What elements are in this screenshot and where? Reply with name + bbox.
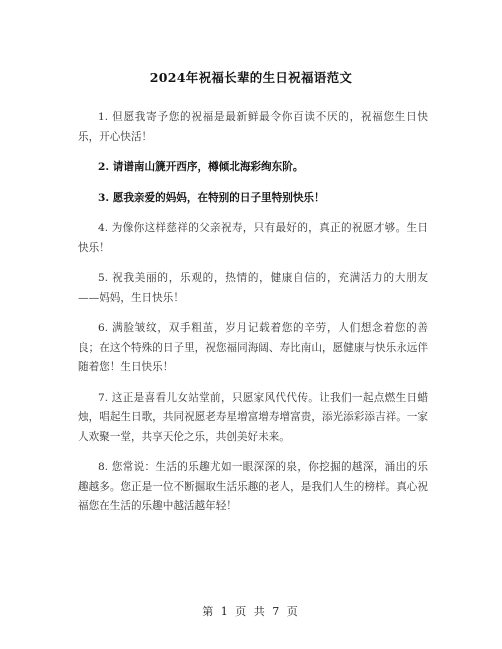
paragraph-8: 8. 您常说：生活的乐趣尤如一眼深深的泉，你挖掘的越深，涌出的乐趣越多。您正是一位不断掘取生活乐趣的老人，是我们人生的榜样。真心祝福您在生活的乐趣中越活越年轻！ <box>78 461 428 512</box>
paragraph-3: 3. 愿我亲爱的妈妈，在特别的日子里特别快乐！ <box>98 191 325 204</box>
document-title: 2024年祝福长辈的生日祝福语范文 <box>149 70 353 85</box>
paragraph-1: 1. 但愿我寄予您的祝福是最新鲜最令你百读不厌的，祝福您生日快乐，开心快活！ <box>78 111 428 143</box>
paragraph-4: 4. 为像你这样慈祥的父亲祝寿，只有最好的，真正的祝愿才够。生日快乐！ <box>78 222 428 254</box>
paragraph-5: 5. 祝我美丽的，乐观的，热情的，健康自信的，充满活力的大朋友——妈妈，生日快乐！ <box>78 272 428 304</box>
document-body <box>78 108 428 528</box>
paragraph-7: 7. 这正是喜看儿女站堂前，只愿家风代代传。让我们一起点燃生日蜡烛，唱起生日歌，共同祝愿老寿星增富增寿增富贵，添光添彩添吉祥。一家人欢聚一堂，共享天伦之乐，共创美好未来。 <box>78 391 428 443</box>
page-footer: 第 1 页 共 7 页 <box>202 605 300 618</box>
paragraph-2: 2. 请谱南山篪开西序，樽倾北海彩绚东阶。 <box>98 161 304 173</box>
paragraph-6: 6. 满脸皱纹，双手粗茧，岁月记载着您的辛劳，人们想念着您的善良；在这个特殊的日子里，祝您福同海阔、寿比南山，愿健康与快乐永远伴随着您！生日快乐！ <box>78 322 428 373</box>
